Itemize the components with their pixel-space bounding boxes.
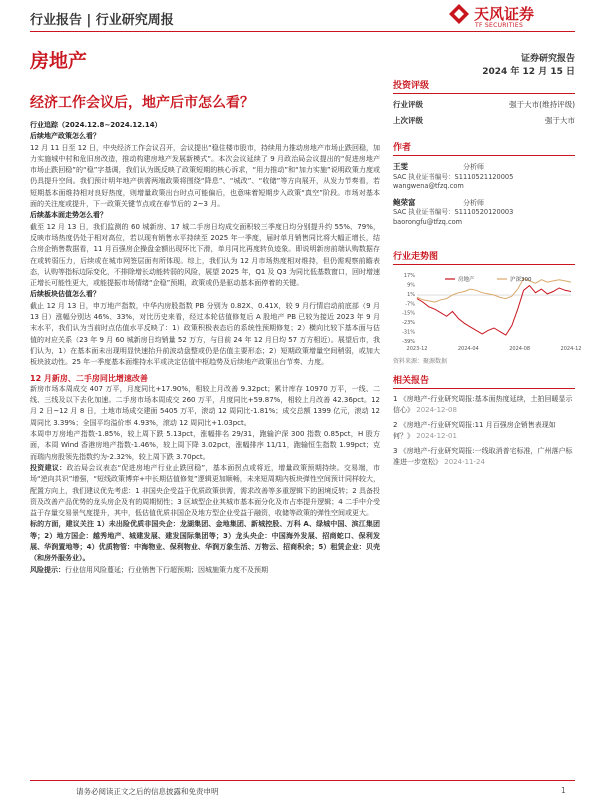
header-divider (30, 31, 575, 32)
paragraph-fundamentals: 截至 12 月 13 日，我们监测的 60 城新房、17 城二手房日均成交面积较三季度日均分别提升约 55%、79%，反映市场热度仍处于相对高位，若以现有销售水平持续至 2025 年一季度，届时单月销售同比将大幅正增长，结合房企销售数据看，11 月百强房企操盘金额出现环比下滑，单月同比再度转负迹象。即说明新房前端认购数据存在或转弱压力，后续或在城市网签层面有所体现。综上，我们认为 12 月市场热度相对维持，但仍需观察前瞻表态，认购等指标边际变化，不排除增长动能转弱的风险，展望 2025 年，Q1 及 Q3 为同比低基数窗口，回时增速正增长可能性更大，或能提振市场情绪“企稳”预期，政策或仍是驱动基本面停着的关键。 (30, 222, 380, 288)
author-name: 鲍荣富 (393, 197, 416, 207)
y-tick-label: 1% (407, 291, 415, 298)
page-number: 1 (561, 786, 566, 795)
author-card (393, 198, 575, 228)
author-card (393, 162, 575, 192)
y-tick-label: -39% (402, 339, 415, 345)
paragraph-valuation: 截止 12 月 13 日，申万地产指数，中华内房股指数 PB 分别为 0.82X、0.41X，较 9 月行情启动前底部（9 月 13 日）涨幅分别达 46%、33%，对比历史来看，经过本轮估值修复后 A 股地产 PB 已较为接近 2023 年 9 月末水平，我们认为当前时点估值水平反映了：1）政策积极表态后的系统性预期修复；2）横向比较下基本面与估值的对应关系（23 年 9 月 60 城新房日均销量 52 万方，与目前 24 年 12 月日均 57 万方相近）。展望后市，我们认为，1）在基本面未出现明显快速抬升前波动盘整或仍是估值主要形态；2）短期政策增量空间稍弱，或加大板块波动性。25 年一季度基本面维持水平或决定估值中枢趋势及后续地产政策出台节奏、力度。 (30, 301, 380, 367)
series-line-0 (417, 286, 571, 336)
rating-row (393, 115, 575, 126)
chart-source: 资料来源：聚源数据 (393, 358, 448, 365)
paragraph-advice (30, 463, 380, 519)
related-item[interactable] (393, 446, 575, 467)
paragraph-targets (30, 519, 380, 564)
question-valuation: 后续板块估值怎么看？ (30, 290, 100, 299)
trend-chart (393, 269, 582, 354)
rating-key: 上次评级 (393, 116, 423, 125)
report-date: 2024 年 12 月 15 日 (482, 67, 575, 77)
chart-title: 行业走势图 (393, 249, 575, 265)
brand-sub: TF SECURITIES (475, 22, 524, 29)
y-tick-label: -7% (405, 301, 415, 308)
brand-name: 天风证券 (474, 5, 535, 23)
author-cert: SAC 执业证书编号：S1110521120005 (393, 172, 514, 181)
authors-title: 作者 (393, 140, 575, 156)
x-tick-label: 2024-12 (560, 346, 582, 352)
author-name: 王雯 (393, 162, 408, 171)
related-text[interactable]: 1 《房地产-行业研究周报:基本面热度延续，土拍回暖显示信心》 (393, 395, 573, 414)
author-cert: SAC 执业证书编号：S1110520120003 (393, 208, 514, 216)
legend-label: 沪深300 (510, 277, 532, 283)
footer-divider (30, 780, 575, 781)
y-tick-label: -31% (402, 329, 415, 336)
main-body (30, 120, 380, 576)
question-policy: 后续地产政策怎么看？ (30, 132, 100, 141)
related-title: 相关报告 (393, 373, 575, 389)
report-type: 证券研究报告 (520, 54, 575, 64)
rating-value: 强于大市 (545, 116, 575, 125)
y-tick-label: 17% (403, 273, 415, 279)
rating-row (393, 99, 575, 110)
x-tick-label: 2024-08 (509, 346, 531, 352)
logo-icon (448, 3, 470, 25)
trend-chart-svg (393, 269, 582, 354)
section-heading: 12 月新房、二手房同比增速改善 (30, 373, 148, 383)
x-tick-label: 2024-04 (457, 346, 479, 352)
author-role: 分析师 (463, 163, 484, 171)
related-date: 2024-12-08 (416, 405, 457, 414)
advice-label: 投资建议： (30, 463, 67, 472)
related-date: 2024-12-01 (416, 431, 457, 440)
related-date: 2024-11-24 (444, 457, 485, 466)
report-category: 行业报告 | 行业研究周报 (30, 13, 174, 28)
paragraph-index: 本周申万房地产指数-1.85%，较上周下跌 5.13pct，涨幅排名 29/31，跑输沪深 300 指数 0.85pct，H 股方面，本周 Wind 香港房地产指数-1.46%，较上周下降 3.02pct，涨幅排序 11/11，跑输恒生指数 1.99pct；克而瑞内房股领先指数约为-2.32%，较上周下跌 3.70pct。 (30, 430, 380, 461)
advice-text: 政治局会议表态“促进房地产行业止跌回稳”，基本面拐点或将近，增量政策预期持续。交易端，市场“逆向共识”增强，“短线政策博弈+中长期估值修复”逻辑更加顺畅，未来短周期内板块弹性空间预计同样较大，配置方向上，我们建议优先考虑：1 非国央企受益于优质政策供需，需求改善等多重逻辑下的困境反转；2 具备投资及改善产品优势的龙头房企及有的周期韧性；3 区域型企业其城市基本面分化及市占率提升逻辑；4 二手中介受益于存量交易景气度提升，其中，低估值优质非国企及地方型企业受益于融资，收储等政策的弹性空间或更大。 (30, 463, 380, 518)
author-email[interactable]: wangwena@tfzq.com (393, 182, 464, 190)
risk-label: 风险提示： (30, 565, 65, 574)
y-tick-label: -15% (402, 310, 415, 317)
y-tick-label: 9% (407, 282, 415, 289)
report-title: 经济工作会议后，地产后市怎么看？ (30, 95, 254, 111)
rating-title: 投资评级 (393, 78, 575, 94)
y-tick-label: -23% (402, 320, 415, 327)
question-fundamentals: 后续基本面走势怎么看？ (30, 211, 107, 220)
risk-text: 行业信用风险蔓延；行业销售下行超预期；因城施策力度不及预期 (65, 565, 268, 574)
sidebar (393, 78, 582, 467)
x-tick-label: 2023-12 (406, 346, 428, 352)
related-item[interactable] (393, 420, 575, 441)
targets-label: 标的方面， (30, 520, 66, 529)
period-label: 行业追踪（2024.12.8~2024.12.14） (30, 121, 162, 129)
paragraph-market: 新房市场本周成交 407 万平，月度同比+17.90%，相较上月改善 9.32pct；累计库存 10970 万平，一线、二线、三线及以下去化加速。二手房市场本周成交 260 万平，月度同比+59.87%，相较上月改善 42.36pct。12 月 2 日~12 月 8 日，土地市场成交建面 5405 万平，滚动 12 周同比-1.81%；成交总额 1399 亿元，滚动 12 周同比 3.39%；全国平均溢价率 4.93%，滚动 12 周同比+1.03pct。 (30, 384, 380, 427)
industry-name: 房地产 (30, 50, 88, 72)
related-item[interactable] (393, 394, 575, 415)
paragraph-policy: 12 月 11 日至 12 日，中央经济工作会议召开，会议提出“稳住楼市股市，持续用力推动房地产市场止跌回稳，加力实施城中村和危旧房改造，推动构建房地产发展新模式”。本次会议延续了 9 月政治局会议提出的“促进房地产市场止跌回稳”的“稳”字基调，我们认为既反映了政策短期的核心诉求，“用力推动”和“加力实施”说明政策力度或仍具提升空间。我们预计明年地产供需两端政策将围绕“降息”、“城改”、“收储”等方向展开，从发力节奏看，若短期基本面维持相对良好热度，则增量政策出台时点可能偏后，也意味着短期步入政策“真空”阶段。市场对基本面的关注度或提升，下一政策关键节点或在春节后的 2~3 月。 (30, 143, 380, 209)
author-role: 分析师 (463, 198, 484, 207)
legend-label: 房地产 (458, 277, 475, 283)
series-line-1 (417, 279, 571, 303)
paragraph-risk (30, 565, 380, 576)
brand-logo (448, 2, 574, 32)
footer-disclaimer: 请务必阅读正文之后的信息披露和免责申明 (76, 787, 219, 796)
author-email[interactable]: baorongfu@tfzq.com (393, 217, 463, 226)
related-text[interactable]: 2 《房地产-行业研究周报:11 月百强房企销售表现如何？》 (393, 421, 556, 440)
rating-value: 强于大市(维持评级) (509, 100, 575, 109)
related-text[interactable]: 3 《房地产-行业研究周报:一线取消普宅标准，广州落户标准进一步宽松》 (393, 447, 573, 466)
targets-text: 建议关注 1）未出险优质非国央企：龙湖集团、金地集团、新城控股、万科 A、绿城中国、滨江集团等；2）地方国企：越秀地产、城建发展、建发国际集团等；3）龙头央企：中国海外发展、招商蛇口、保利发展、华润置地等；4）优质物管：中海物业、保利物业、华润万象生活、万物云、招商积余；5）租赁企业：贝壳（和房外服务业）。 (30, 520, 380, 563)
rating-key: 行业评级 (393, 100, 423, 109)
